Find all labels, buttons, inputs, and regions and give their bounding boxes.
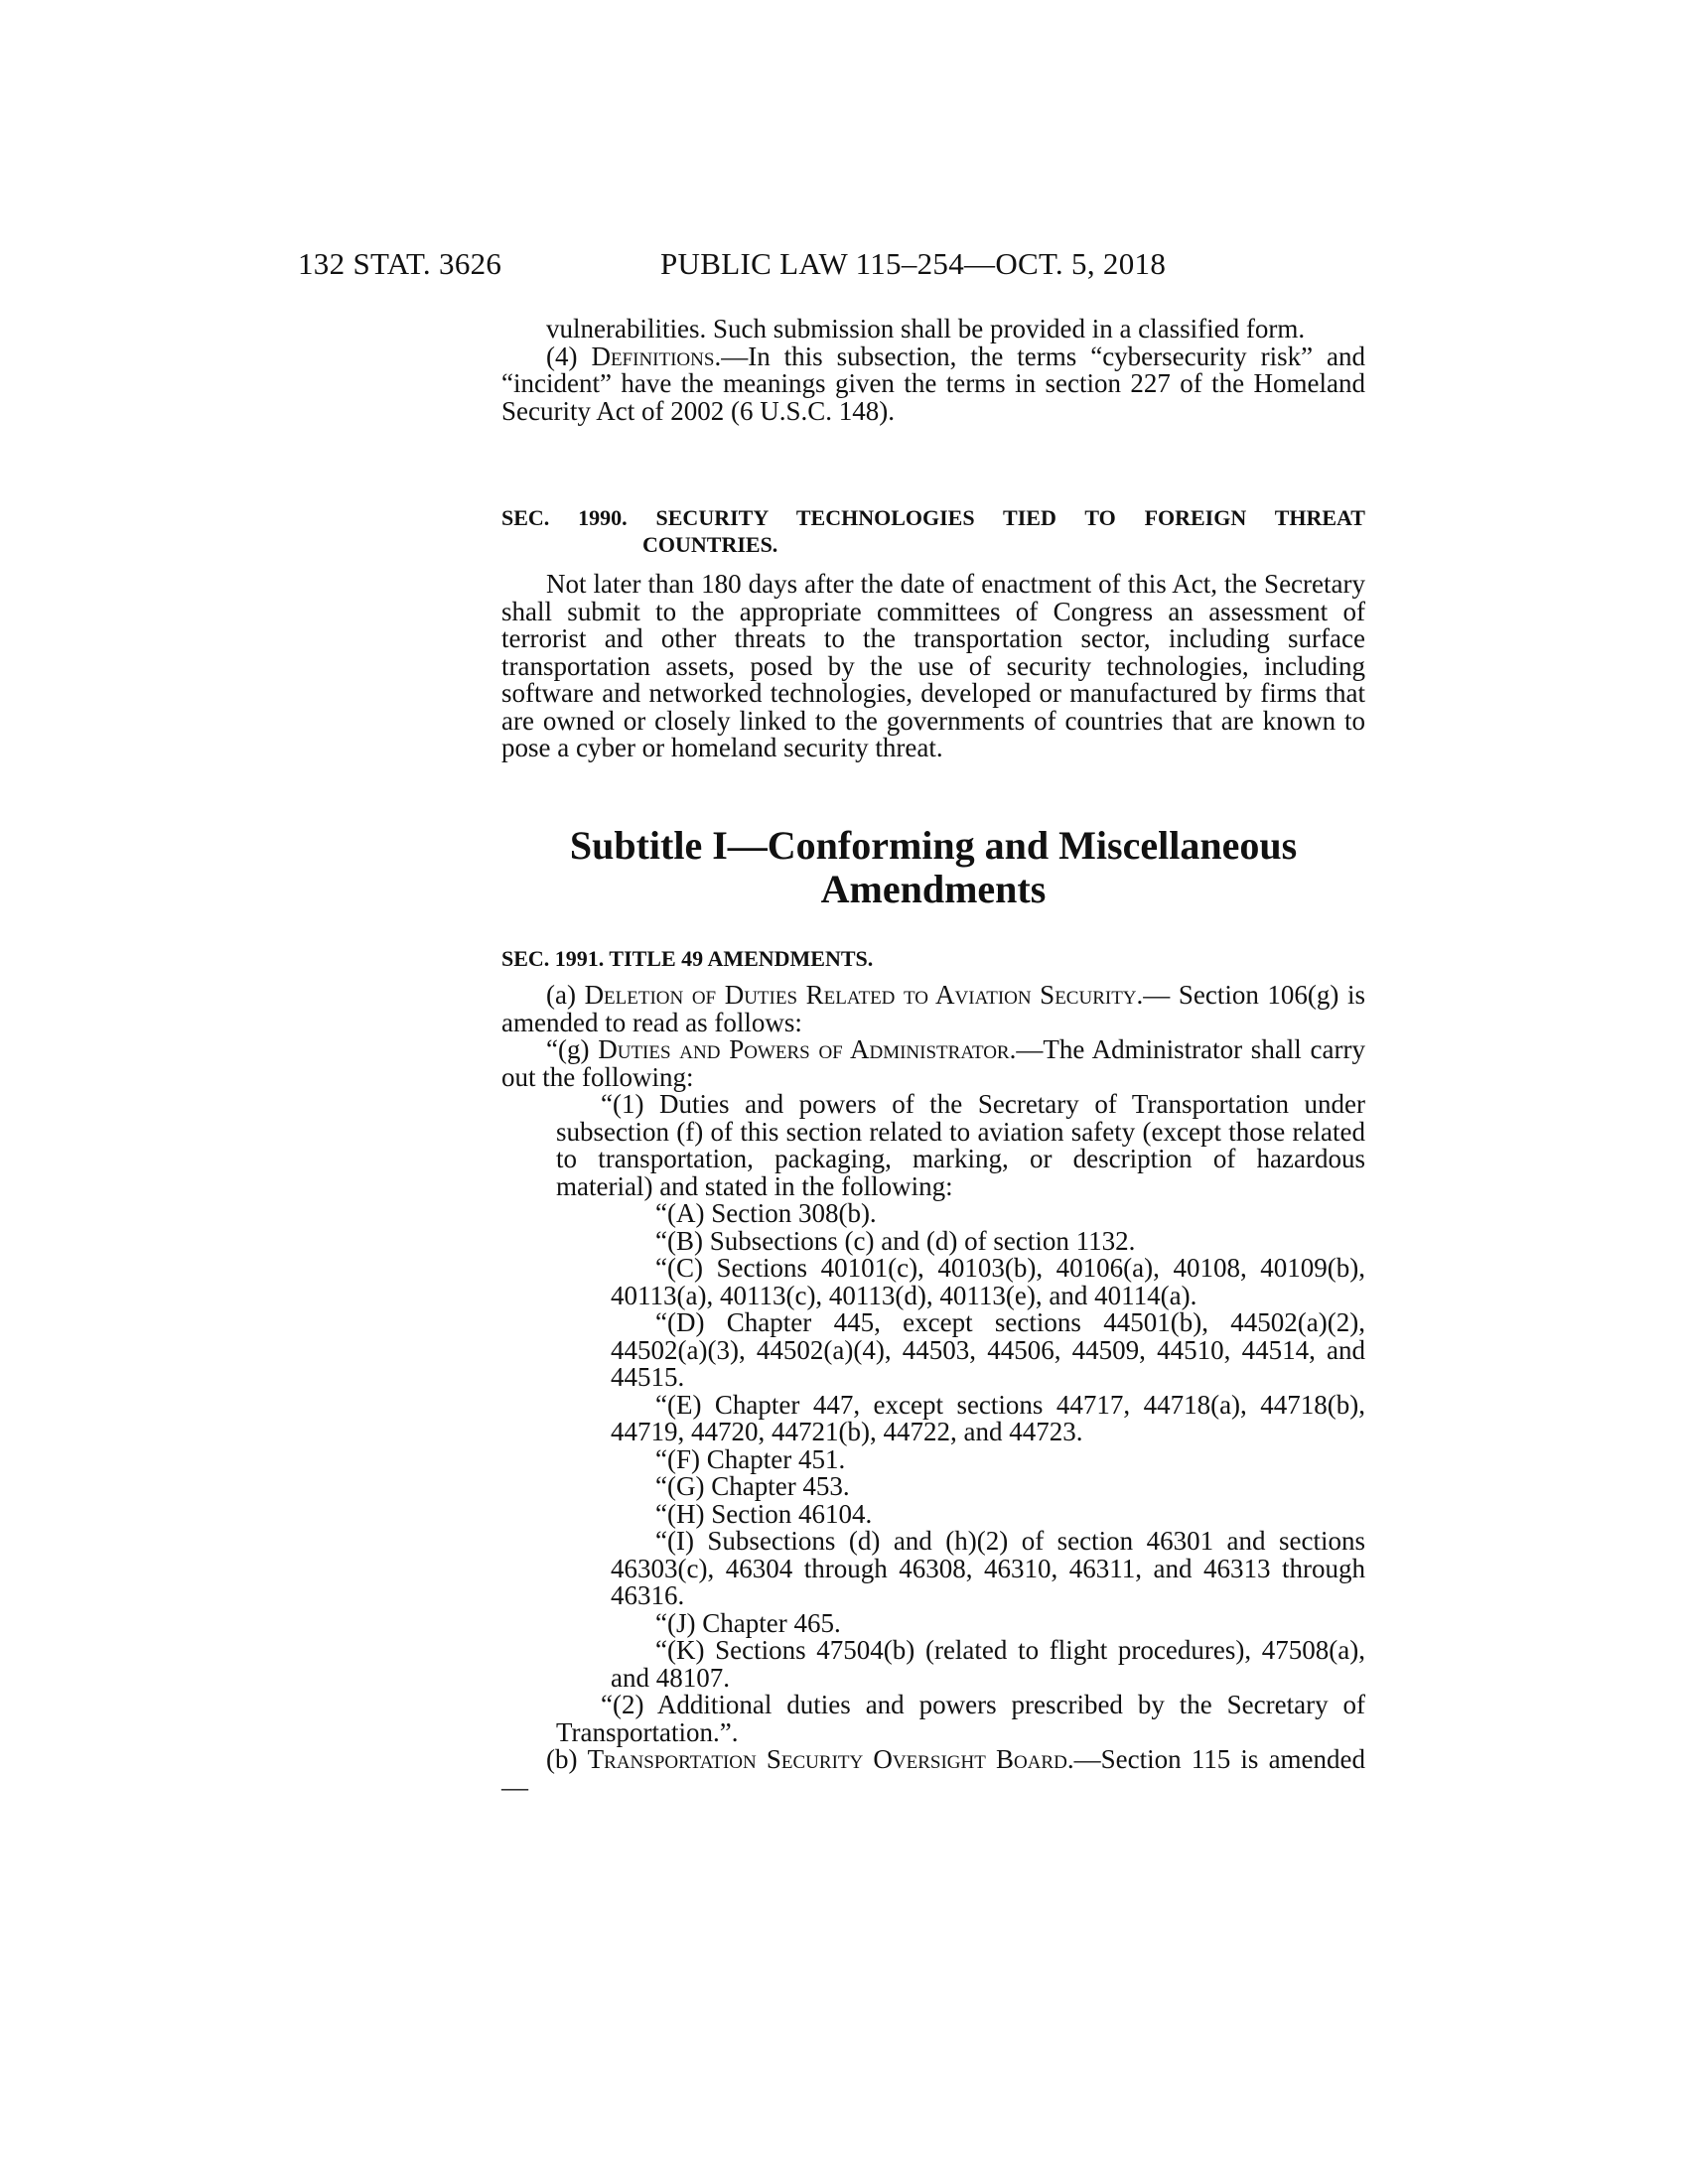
item-A: “(A) Section 308(b). [655, 1198, 877, 1228]
section-1990 [501, 504, 1365, 762]
section-1991-heading: SEC. 1991. TITLE 49 AMENDMENTS. [501, 946, 874, 971]
subtitle-heading [501, 824, 1365, 911]
subsection-b: (b) Transportation Security Oversight Board.—Section 115 is amended— [501, 1744, 1366, 1802]
item-D: “(D) Chapter 445, except sections 44501(b), 44502(a)(2), 44502(a)(3), 44502(a)(4), 44503, 44506, 44509, 44510, 44514, and 44515. [611, 1307, 1365, 1392]
statute-citation: 132 STAT. 3626 [298, 246, 502, 281]
item-F: “(F) Chapter 451. [655, 1443, 846, 1474]
subsection-a: (a) Deletion of Duties Related to Aviation Security.— Section 106(g) is amended to read as follows: [501, 980, 1366, 1037]
subtitle-line2: Amendments [820, 867, 1047, 911]
section-1990-heading-line2: COUNTRIES. [642, 532, 778, 557]
item-H: “(H) Section 46104. [655, 1498, 873, 1529]
section-1991 [501, 945, 1365, 1801]
paragraph-g-2: “(2) Additional duties and powers prescribed by the Secretary of Transportation.”. [556, 1690, 1365, 1747]
running-header: PUBLIC LAW 115–254—OCT. 5, 2018 [660, 246, 1167, 281]
item-G: “(G) Chapter 453. [655, 1471, 850, 1501]
continued-text-block [501, 316, 1365, 425]
paragraph-3-continuation: vulnerabilities. Such submission shall be provided in a classified form. [546, 314, 1306, 343]
item-C: “(C) Sections 40101(c), 40103(b), 40106(a), 40108, 40109(b), 40113(a), 40113(c), 40113(d), 40113(e), and 40114(a). [611, 1253, 1365, 1310]
section-1990-heading-line1: SEC. 1990. SECURITY TECHNOLOGIES TIED TO FOREIGN THREAT [501, 505, 1365, 530]
item-K: “(K) Sections 47504(b) (related to flight procedures), 47508(a), and 48107. [611, 1635, 1365, 1693]
subsection-a-term: Deletion of Duties Related to Aviation Security [584, 980, 1137, 1010]
subsection-g: “(g) Duties and Powers of Administrator.—The Administrator shall carry out the following: [501, 1034, 1365, 1092]
paragraph-g-1: “(1) Duties and powers of the Secretary of Transportation under subsection (f) of this section related to aviation safety (except those related to transportation, packaging, marking, or description of hazardous material) and stated in the following: [556, 1089, 1365, 1201]
item-E: “(E) Chapter 447, except sections 44717, 44718(a), 44718(b), 44719, 44720, 44721(b), 44722, and 44723. [611, 1389, 1365, 1446]
section-1990-body: Not later than 180 days after the date of enactment of this Act, the Secretary shall submit to the appropriate committees of Congress an assessment of terrorist and other threats to the transportation sector, including surface transportation assets, posed by the use of security technologies, including software and networked technologies, developed or manufactured by firms that are owned or closely linked to the governments of countries that are known to pose a cyber or homeland security threat. [501, 569, 1365, 762]
subsection-b-term: Transportation Security Oversight Board [587, 1744, 1067, 1774]
item-J: “(J) Chapter 465. [655, 1607, 841, 1638]
subtitle-line1: Subtitle I—Conforming and Miscellaneous [569, 823, 1298, 868]
definitions-term: Definitions [591, 341, 715, 371]
paragraph-4-definitions: (4) Definitions.—In this subsection, the terms “cybersecurity risk” and “incident” have the meanings given the terms in section 227 of the Homeland Security Act of 2002 (6 U.S.C. 148). [501, 341, 1366, 426]
subsection-g-term: Duties and Powers of Administrator [598, 1034, 1010, 1064]
item-I: “(I) Subsections (d) and (h)(2) of section 46301 and sections 46303(c), 46304 through 46308, 46310, 46311, and 46313 through 46316. [611, 1526, 1365, 1610]
item-B: “(B) Subsections (c) and (d) of section 1132. [655, 1225, 1136, 1256]
